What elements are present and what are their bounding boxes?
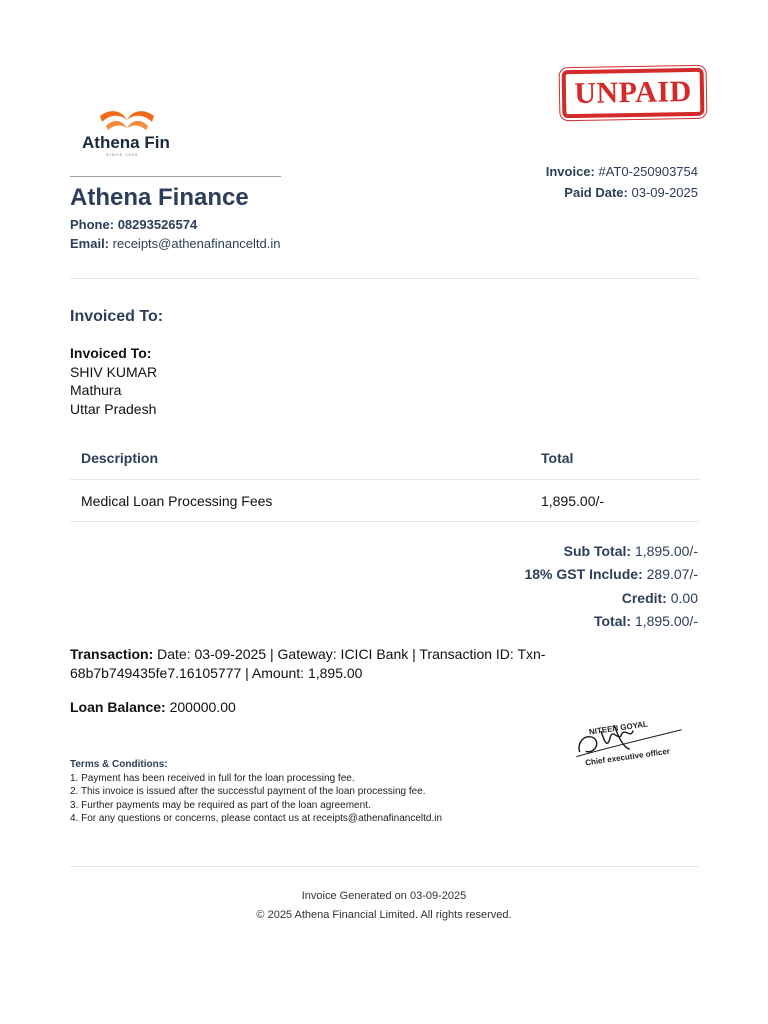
- sub-total-value: 1,895.00/-: [634, 543, 698, 559]
- svg-text:NITEEN GOYAL: NITEEN GOYAL: [588, 719, 649, 737]
- transaction-details: [70, 645, 630, 683]
- credit-label: Credit:: [621, 589, 667, 606]
- table-row: [70, 480, 699, 522]
- footer-copyright: © 2025 Athena Financial Limited. All rights reserved.: [256, 909, 512, 921]
- terms-item: 2. This invoice is issued after the successful payment of the loan processing fee.: [70, 786, 426, 797]
- customer-state: Uttar Pradesh: [70, 400, 157, 417]
- invoice-meta: [546, 161, 698, 203]
- header-description: Description: [70, 437, 530, 480]
- company-email: [70, 236, 281, 251]
- header-total: Total: [530, 437, 699, 480]
- invoice-number: #AT0-250903754: [598, 164, 698, 179]
- totals-summary: [524, 540, 698, 633]
- transaction-text: Date: 03-09-2025 | Gateway: ICICI Bank | Transaction ID: Txn-68b7b749435fe7.16105777 | Amount: 1,895.00: [70, 646, 546, 681]
- item-total: 1,895.00/-: [530, 480, 699, 522]
- footer-generated: Invoice Generated on 03-09-2025: [301, 890, 467, 902]
- terms-item: 3. Further payments may be required as part of the loan agreement.: [70, 799, 371, 811]
- sub-total-label: Sub Total:: [563, 543, 632, 559]
- total-row: [524, 610, 698, 633]
- bill-to-title: Invoiced To:: [70, 345, 152, 361]
- credit-row: [524, 587, 698, 610]
- total-label: Total:: [593, 612, 632, 629]
- loan-balance-value: 200000.00: [169, 699, 236, 715]
- credit-value: 0.00: [670, 589, 698, 606]
- terms-title: Terms & Conditions:: [70, 759, 168, 770]
- paid-date-row: [546, 182, 698, 203]
- logo-wordmark: Athena Fin: [82, 133, 170, 152]
- loan-balance-label: Loan Balance:: [70, 699, 166, 715]
- phone-value: 08293526574: [117, 217, 198, 232]
- paid-date-label: Paid Date:: [564, 185, 628, 200]
- invoice-number-row: [546, 161, 698, 182]
- paid-date: 03-09-2025: [631, 185, 698, 200]
- gst-value: 289.07/-: [646, 566, 698, 583]
- svg-text:Chief executive officer: Chief executive officer: [584, 746, 671, 767]
- terms-item: 4. For any questions or concerns, please contact us at receipts@athenafinanceltd.in: [70, 813, 443, 824]
- loan-balance: [70, 699, 236, 715]
- bill-to-address: [70, 344, 157, 418]
- gst-row: [524, 563, 698, 586]
- invoice-number-label: Invoice:: [545, 164, 595, 179]
- email-label: Email:: [70, 236, 110, 251]
- gst-label: 18% GST Include:: [524, 566, 643, 583]
- item-description: Medical Loan Processing Fees: [70, 480, 530, 522]
- total-value: 1,895.00/-: [634, 612, 698, 629]
- invoiced-to-heading: Invoiced To:: [70, 308, 164, 325]
- logo-tagline: SINCE 1990: [106, 152, 139, 157]
- table-header-row: [70, 437, 699, 480]
- company-name: Athena Finance: [70, 184, 249, 211]
- transaction-label: Transaction:: [70, 646, 154, 662]
- terms-item: 1. Payment has been received in full for the loan processing fee.: [70, 772, 355, 784]
- email-value: receipts@athenafinanceltd.in: [112, 236, 281, 251]
- unpaid-stamp: UNPAID: [562, 68, 705, 118]
- footer-divider: [70, 866, 699, 867]
- customer-name: SHIV KUMAR: [70, 363, 158, 380]
- company-divider: [70, 176, 281, 177]
- company-phone: [70, 217, 197, 232]
- invoice-items-table: [70, 437, 699, 522]
- sub-total-row: [524, 540, 698, 563]
- signature-icon: [572, 705, 688, 767]
- athena-fin-logo-icon: [96, 108, 158, 134]
- ceo-signature: [572, 705, 688, 767]
- phone-label: Phone:: [70, 217, 115, 232]
- terms-and-conditions: [70, 758, 442, 826]
- section-divider: [70, 278, 699, 279]
- customer-city: Mathura: [70, 382, 122, 398]
